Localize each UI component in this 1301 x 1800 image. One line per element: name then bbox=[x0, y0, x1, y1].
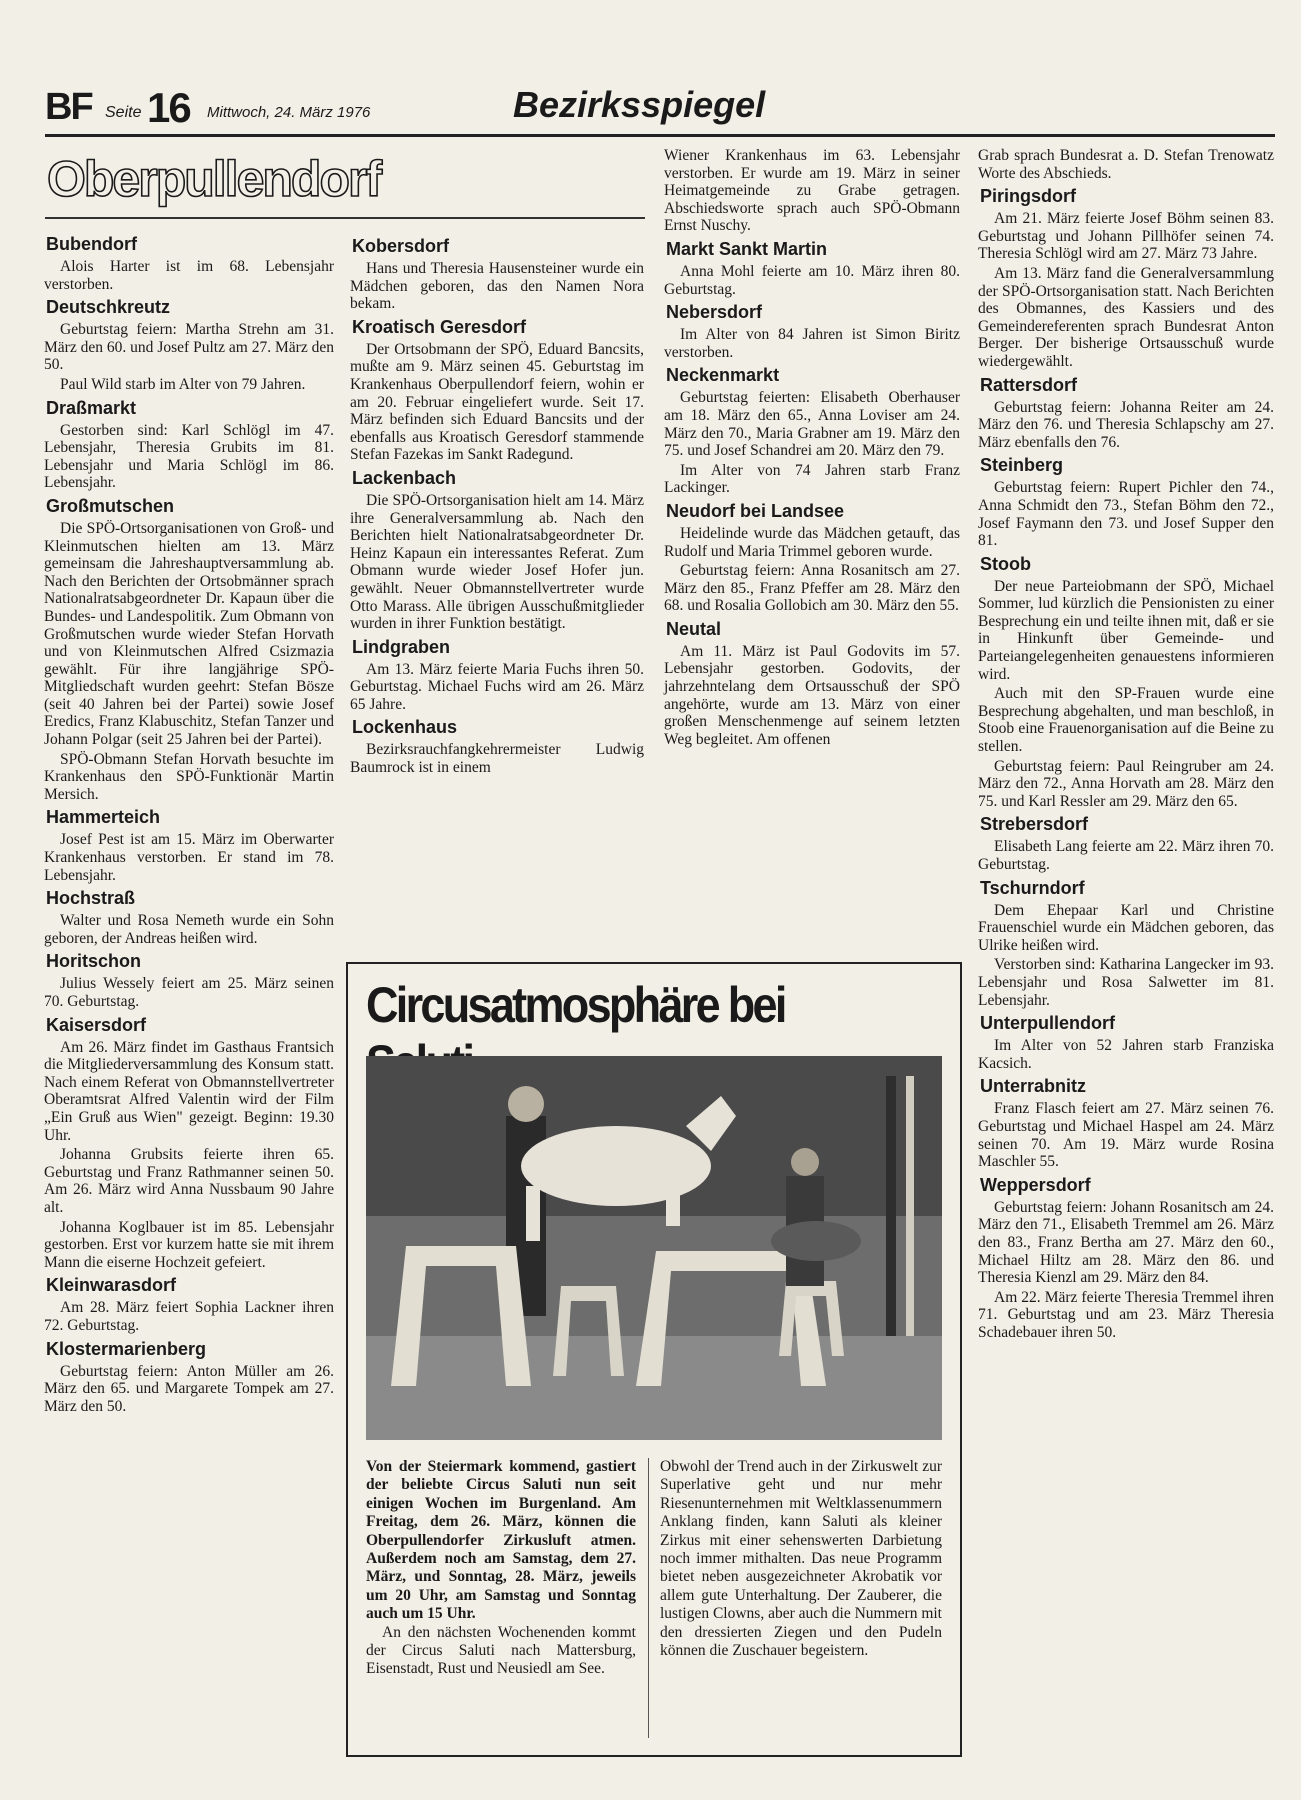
news-paragraph: Geburtstag feiern: Paul Reingruber am 24. März den 72., Anna Horvath am 28. März den 75. und Karl Ressler am 29. März den 65. bbox=[978, 757, 1274, 810]
place-heading: Piringsdorf bbox=[980, 186, 1077, 207]
place-heading: Unterpullendorf bbox=[980, 1013, 1115, 1034]
place-heading: Bubendorf bbox=[46, 234, 137, 254]
news-paragraph: Die SPÖ-Ortsorganisationen von Groß- und Kleinmutschen hielten am 13. März gemeinsam die Jahreshauptversammlung ab. Nach den Berichten der Ortsobmänner sprach Nationalratsabgeordneter Dr. Kapaun über die Bundes- und Landespolitik. Zum Obmann von Großmutschen wurde wieder Stefan Horvath und von Kleinmutschen Alfred Csizmazia gewählt. Für ihre langjährige SPÖ-Mitgliedschaft wurden geehrt: Stefan Bösze (seit 40 Jahren bei der Partei) sowie Josef Eredics, Franz Klabuschitz, Stefan Tanzer und Johann Polgar (seit 25 Jahren bei der Partei). bbox=[44, 519, 334, 749]
news-paragraph: Walter und Rosa Nemeth wurde ein Sohn geboren, der Andreas heißen wird. bbox=[44, 912, 334, 947]
news-paragraph: Am 13. März feierte Maria Fuchs ihren 50. Geburtstag. Michael Fuchs wird am 26. März 65 Jahre. bbox=[350, 660, 644, 713]
column-1 bbox=[44, 230, 334, 1417]
news-paragraph: Geburtstag feiern: Martha Strehn am 31. März den 60. und Josef Pultz am 27. März den 50. bbox=[44, 321, 334, 374]
news-paragraph: Geburtstag feiern: Anton Müller am 26. März den 65. und Margarete Tompek am 27. März den 50. bbox=[44, 1362, 334, 1415]
page-number: 16 bbox=[147, 84, 190, 131]
news-paragraph: Johanna Grubsits feierte ihren 65. Geburtstag und Franz Rathmanner seinen 50. Am 26. März wird Anna Nussbaum 90 Jahre alt. bbox=[44, 1146, 334, 1216]
news-paragraph: Geburtstag feiern: Johann Rosanitsch am 24. März den 71., Elisabeth Tremmel am 26. März den 83., Franz Bertha am 27. März den 60., Michael Hiltz am 28. März den 86. und Theresia Kienzl am 29. März den 84. bbox=[978, 1198, 1274, 1287]
circus-article bbox=[346, 962, 962, 1757]
place-heading: Kleinwarasdorf bbox=[46, 1275, 177, 1296]
caption-bold-text: Von der Steiermark kommend, gastiert der beliebte Circus Saluti nun seit einigen Wochen im Burgenland. Am Freitag, dem 26. März, können die Oberpullendorfer Zirkusluft atmen. Außerdem noch am Samstag, dem 27. März, und Sonntag, 28. März, jeweils um 20 Uhr, am Samstag und Sonntag auch um 15 Uhr. bbox=[366, 1458, 636, 1623]
place-heading: Draßmarkt bbox=[46, 397, 137, 418]
circus-photo bbox=[366, 1056, 942, 1440]
issue-date: Mittwoch, 24. März 1976 bbox=[207, 104, 371, 121]
news-paragraph: Am 11. März ist Paul Godovits im 57. Lebensjahr gestorben. Godovits, der jahrzehntelang dem Ortsausschuß der SPÖ angehörte, wurde am 13. März von einer großen Menschenmenge auf seinem letzten Weg begleitet. Am offenen bbox=[664, 642, 960, 748]
place-heading: Markt Sankt Martin bbox=[666, 238, 828, 259]
place-heading: Horitschon bbox=[46, 951, 142, 972]
news-paragraph: Johanna Koglbauer ist im 85. Lebensjahr gestorben. Erst vor kurzem hatte sie mit ihrem Mann die eiserne Hochzeit gefeiert. bbox=[44, 1218, 334, 1271]
masthead bbox=[45, 84, 1275, 134]
place-heading: Stoob bbox=[980, 553, 1031, 574]
news-paragraph: SPÖ-Obmann Stefan Horvath besuchte im Krankenhaus den SPÖ-Funktionär Martin Mersich. bbox=[44, 750, 334, 803]
news-paragraph: Josef Pest ist am 15. März im Oberwarter Krankenhaus verstorben. Er stand im 78. Lebensjahr. bbox=[44, 831, 334, 884]
place-heading: Neudorf bei Landsee bbox=[666, 500, 845, 521]
news-paragraph: Paul Wild starb im Alter von 79 Jahren. bbox=[60, 375, 306, 393]
masthead-rule bbox=[45, 134, 1275, 137]
place-heading: Rattersdorf bbox=[980, 374, 1078, 395]
news-paragraph: Geburtstag feiern: Anna Rosanitsch am 27. März den 85., Franz Pfeffer am 28. März den 68. und Rosalia Gollobich am 30. März den 55. bbox=[664, 562, 960, 615]
place-heading: Kroatisch Geresdorf bbox=[352, 316, 527, 337]
district-title: Oberpullendorf bbox=[47, 151, 381, 207]
place-heading: Großmutschen bbox=[46, 495, 175, 516]
place-heading: Unterrabnitz bbox=[980, 1076, 1087, 1097]
newspaper-logo: BF bbox=[45, 86, 92, 128]
news-paragraph: Am 22. März feierte Theresia Tremmel ihren 71. Geburtstag und am 23. März Theresia Schadebauer ihren 50. bbox=[978, 1288, 1274, 1341]
news-paragraph: Am 13. März fand die Generalversammlung der SPÖ-Ortsorganisation statt. Nach Berichten des Obmannes, des Kassiers und des Gemeindereferenten sprach Bundesrat Anton Berger. Der bisherige Ortsausschuß wurde wiedergewählt. bbox=[978, 264, 1274, 370]
place-heading: Neckenmarkt bbox=[666, 365, 780, 386]
place-heading: Lindgraben bbox=[352, 636, 450, 657]
column-3 bbox=[664, 147, 960, 750]
place-heading: Steinberg bbox=[980, 455, 1064, 476]
circus-caption-right bbox=[660, 1458, 942, 1660]
place-heading: Lockenhaus bbox=[352, 717, 458, 738]
place-heading: Deutschkreutz bbox=[46, 297, 171, 318]
news-paragraph: Julius Wessely feiert am 25. März seinen 70. Geburtstag. bbox=[44, 975, 334, 1010]
news-paragraph: Am 21. März feierte Josef Böhm seinen 83. Geburtstag und Johann Pillhöfer seinen 74. Theresia Schlögl wird am 27. März 73 Jahre. bbox=[978, 210, 1274, 263]
place-heading: Nebersdorf bbox=[666, 302, 763, 323]
news-paragraph: Die SPÖ-Ortsorganisation hielt am 14. März ihre Generalversammlung ab. Nach den Berichten hielt Nationalratsabgeordneter Dr. Heinz Kapaun ein interessantes Referat. Zum Obmann wurde wieder Josef Hofer jun. gewählt. Neuer Obmannstellvertreter wurde Otto Marass. Alle übrigen Ausschußmitglieder wurden in ihrer Funktion bestätigt. bbox=[350, 491, 644, 633]
news-paragraph: Hans und Theresia Hausensteiner wurde ein Mädchen geboren, das den Namen Nora bekam. bbox=[350, 260, 644, 313]
place-heading: Lackenbach bbox=[352, 467, 457, 488]
news-paragraph: Im Alter von 52 Jahren starb Franziska Kacsich. bbox=[978, 1037, 1274, 1072]
news-paragraph: Im Alter von 74 Jahren starb Franz Lackinger. bbox=[664, 461, 960, 497]
news-paragraph: Auch mit den SP-Frauen wurde eine Besprechung abgehalten, und man beschloß, in Stoob eine Frauenorganisation auf die Beine zu stellen. bbox=[978, 685, 1274, 756]
news-paragraph: Im Alter von 84 Jahren ist Simon Biritz verstorben. bbox=[664, 326, 960, 361]
place-heading: Tschurndorf bbox=[980, 877, 1085, 898]
news-paragraph: Heidelinde wurde das Mädchen getauft, das Rudolf und Maria Trimmel geboren wurde. bbox=[664, 524, 960, 560]
place-heading: Kaisersdorf bbox=[46, 1014, 147, 1035]
news-paragraph: Am 26. März findet im Gasthaus Frantsich die Mitgliederversammlung des Konsum statt. Nach einem Referat von Obmannstellvertreter Oberamtsrat Alfred Valentin wird der Film „Ein Gruß aus Wien" gezeigt. Beginn: 19.30 Uhr. bbox=[44, 1038, 334, 1144]
news-paragraph: Gestorben sind: Karl Schlögl im 47. Lebensjahr, Theresia Grubits im 81. Lebensjahr und Maria Schlögl im 86. Lebensjahr. bbox=[44, 421, 334, 492]
place-heading: Strebersdorf bbox=[980, 814, 1089, 835]
news-paragraph: Geburtstag feiern: Johanna Reiter am 24. März den 76. und Theresia Schlapschy am 27. März ebenfalls den 76. bbox=[978, 398, 1274, 451]
title-rule bbox=[45, 217, 645, 219]
news-paragraph: Anna Mohl feierte am 10. März ihren 80. Geburtstag. bbox=[664, 262, 960, 298]
caption-right-text: Obwohl der Trend auch in der Zirkuswelt zur Superlative geht und nur mehr Riesenunternehmen mit Weltklassenummern Anklang finden, kann Saluti als kleiner Zirkus mit einer sehenswerten Darbietung noch immer mithalten. Das neue Programm bietet neben ausgezeichneter Akrobatik vor allem gute Unterhaltung. Der Zauberer, die lustigen Clowns, aber auch die Nummern mit den dressierten Ziegen und den Pudeln können die Zuschauer begeistern. bbox=[660, 1458, 942, 1660]
news-paragraph: Der Ortsobmann der SPÖ, Eduard Bancsits, mußte am 9. März seinen 45. Geburtstag im Krankenhaus Oberpullendorf feiern, wohin er am 20. Februar eingeliefert wurde. Seit 17. März befinden sich Eduard Bancsits und der ebenfalls aus Kroatisch Geresdorf stammende Stefan Fazekas im Sankt Radegund. bbox=[350, 340, 644, 464]
news-paragraph: Verstorben sind: Katharina Langecker im 93. Lebensjahr und Rosa Salwetter im 81. Lebensjahr. bbox=[978, 956, 1274, 1009]
caption-divider bbox=[648, 1458, 649, 1738]
place-heading: Weppersdorf bbox=[980, 1174, 1091, 1195]
place-heading: Hammerteich bbox=[46, 807, 161, 828]
news-paragraph: Geburtstag feiern: Rupert Pichler den 74., Anna Schmidt den 73., Stefan Böhm den 72., Josef Faymann den 73. und Josef Supper den 81. bbox=[978, 479, 1274, 550]
news-paragraph: Elisabeth Lang feierte am 22. März ihren 70. Geburtstag. bbox=[978, 838, 1274, 873]
circus-photo-illustration bbox=[366, 1056, 942, 1440]
place-heading: Klostermarienberg bbox=[46, 1338, 207, 1359]
circus-headline: Circusatmosphäre bei bbox=[366, 977, 785, 1033]
place-heading: Neutal bbox=[666, 618, 722, 639]
news-paragraph: Geburtstag feierten: Elisabeth Oberhauser am 18. März den 65., Anna Loviser am 24. März den 70., Maria Grabner am 19. März den 75. und Josef Schandrei am 20. März den 79. bbox=[664, 389, 960, 460]
place-heading: Kobersdorf bbox=[352, 236, 450, 256]
news-paragraph: Am 28. März feiert Sophia Lackner ihren 72. Geburtstag. bbox=[44, 1299, 334, 1334]
page-label: Seite bbox=[105, 104, 142, 121]
circus-caption-left bbox=[366, 1458, 636, 1679]
news-paragraph: Der neue Parteiobmann der SPÖ, Michael Sommer, lud kürzlich die Pensionisten zu einer Besprechung ein und teilte ihnen mit, daß er sie in Hinkunft über Gemeinde- und Parteiangelegenheiten genauestens informieren wird. bbox=[978, 577, 1274, 683]
news-paragraph: Alois Harter ist im 68. Lebensjahr verstorben. bbox=[44, 258, 334, 293]
news-paragraph: Wiener Krankenhaus im 63. Lebensjahr verstorben. Er wurde am 19. März in seiner Heimatgemeinde zu Grabe getragen. Abschiedsworte sprach auch SPÖ-Obmann Ernst Nuschy. bbox=[664, 147, 960, 235]
section-title: Bezirksspiegel bbox=[513, 84, 766, 125]
place-heading: Hochstraß bbox=[46, 888, 136, 909]
column-4 bbox=[978, 147, 1274, 1343]
caption-normal-text: An den nächsten Wochenenden kommt der Circus Saluti nach Mattersburg, Eisenstadt, Rust und Neusiedl am See. bbox=[366, 1623, 636, 1678]
news-paragraph: Bezirksrauchfangkehrermeister Ludwig Baumrock ist in einem bbox=[350, 741, 644, 777]
news-paragraph: Grab sprach Bundesrat a. D. Stefan Trenowatz Worte des Abschieds. bbox=[978, 147, 1274, 182]
news-paragraph: Dem Ehepaar Karl und Christine Frauenschiel wurde ein Mädchen geboren, das Ulrike heißen wird. bbox=[978, 901, 1274, 954]
column-2 bbox=[350, 232, 644, 779]
news-paragraph: Franz Flasch feiert am 27. März seinen 76. Geburtstag und Michael Haspel am 24. März seinen 70. Am 19. März wurde Rosina Maschler 55. bbox=[978, 1100, 1274, 1171]
